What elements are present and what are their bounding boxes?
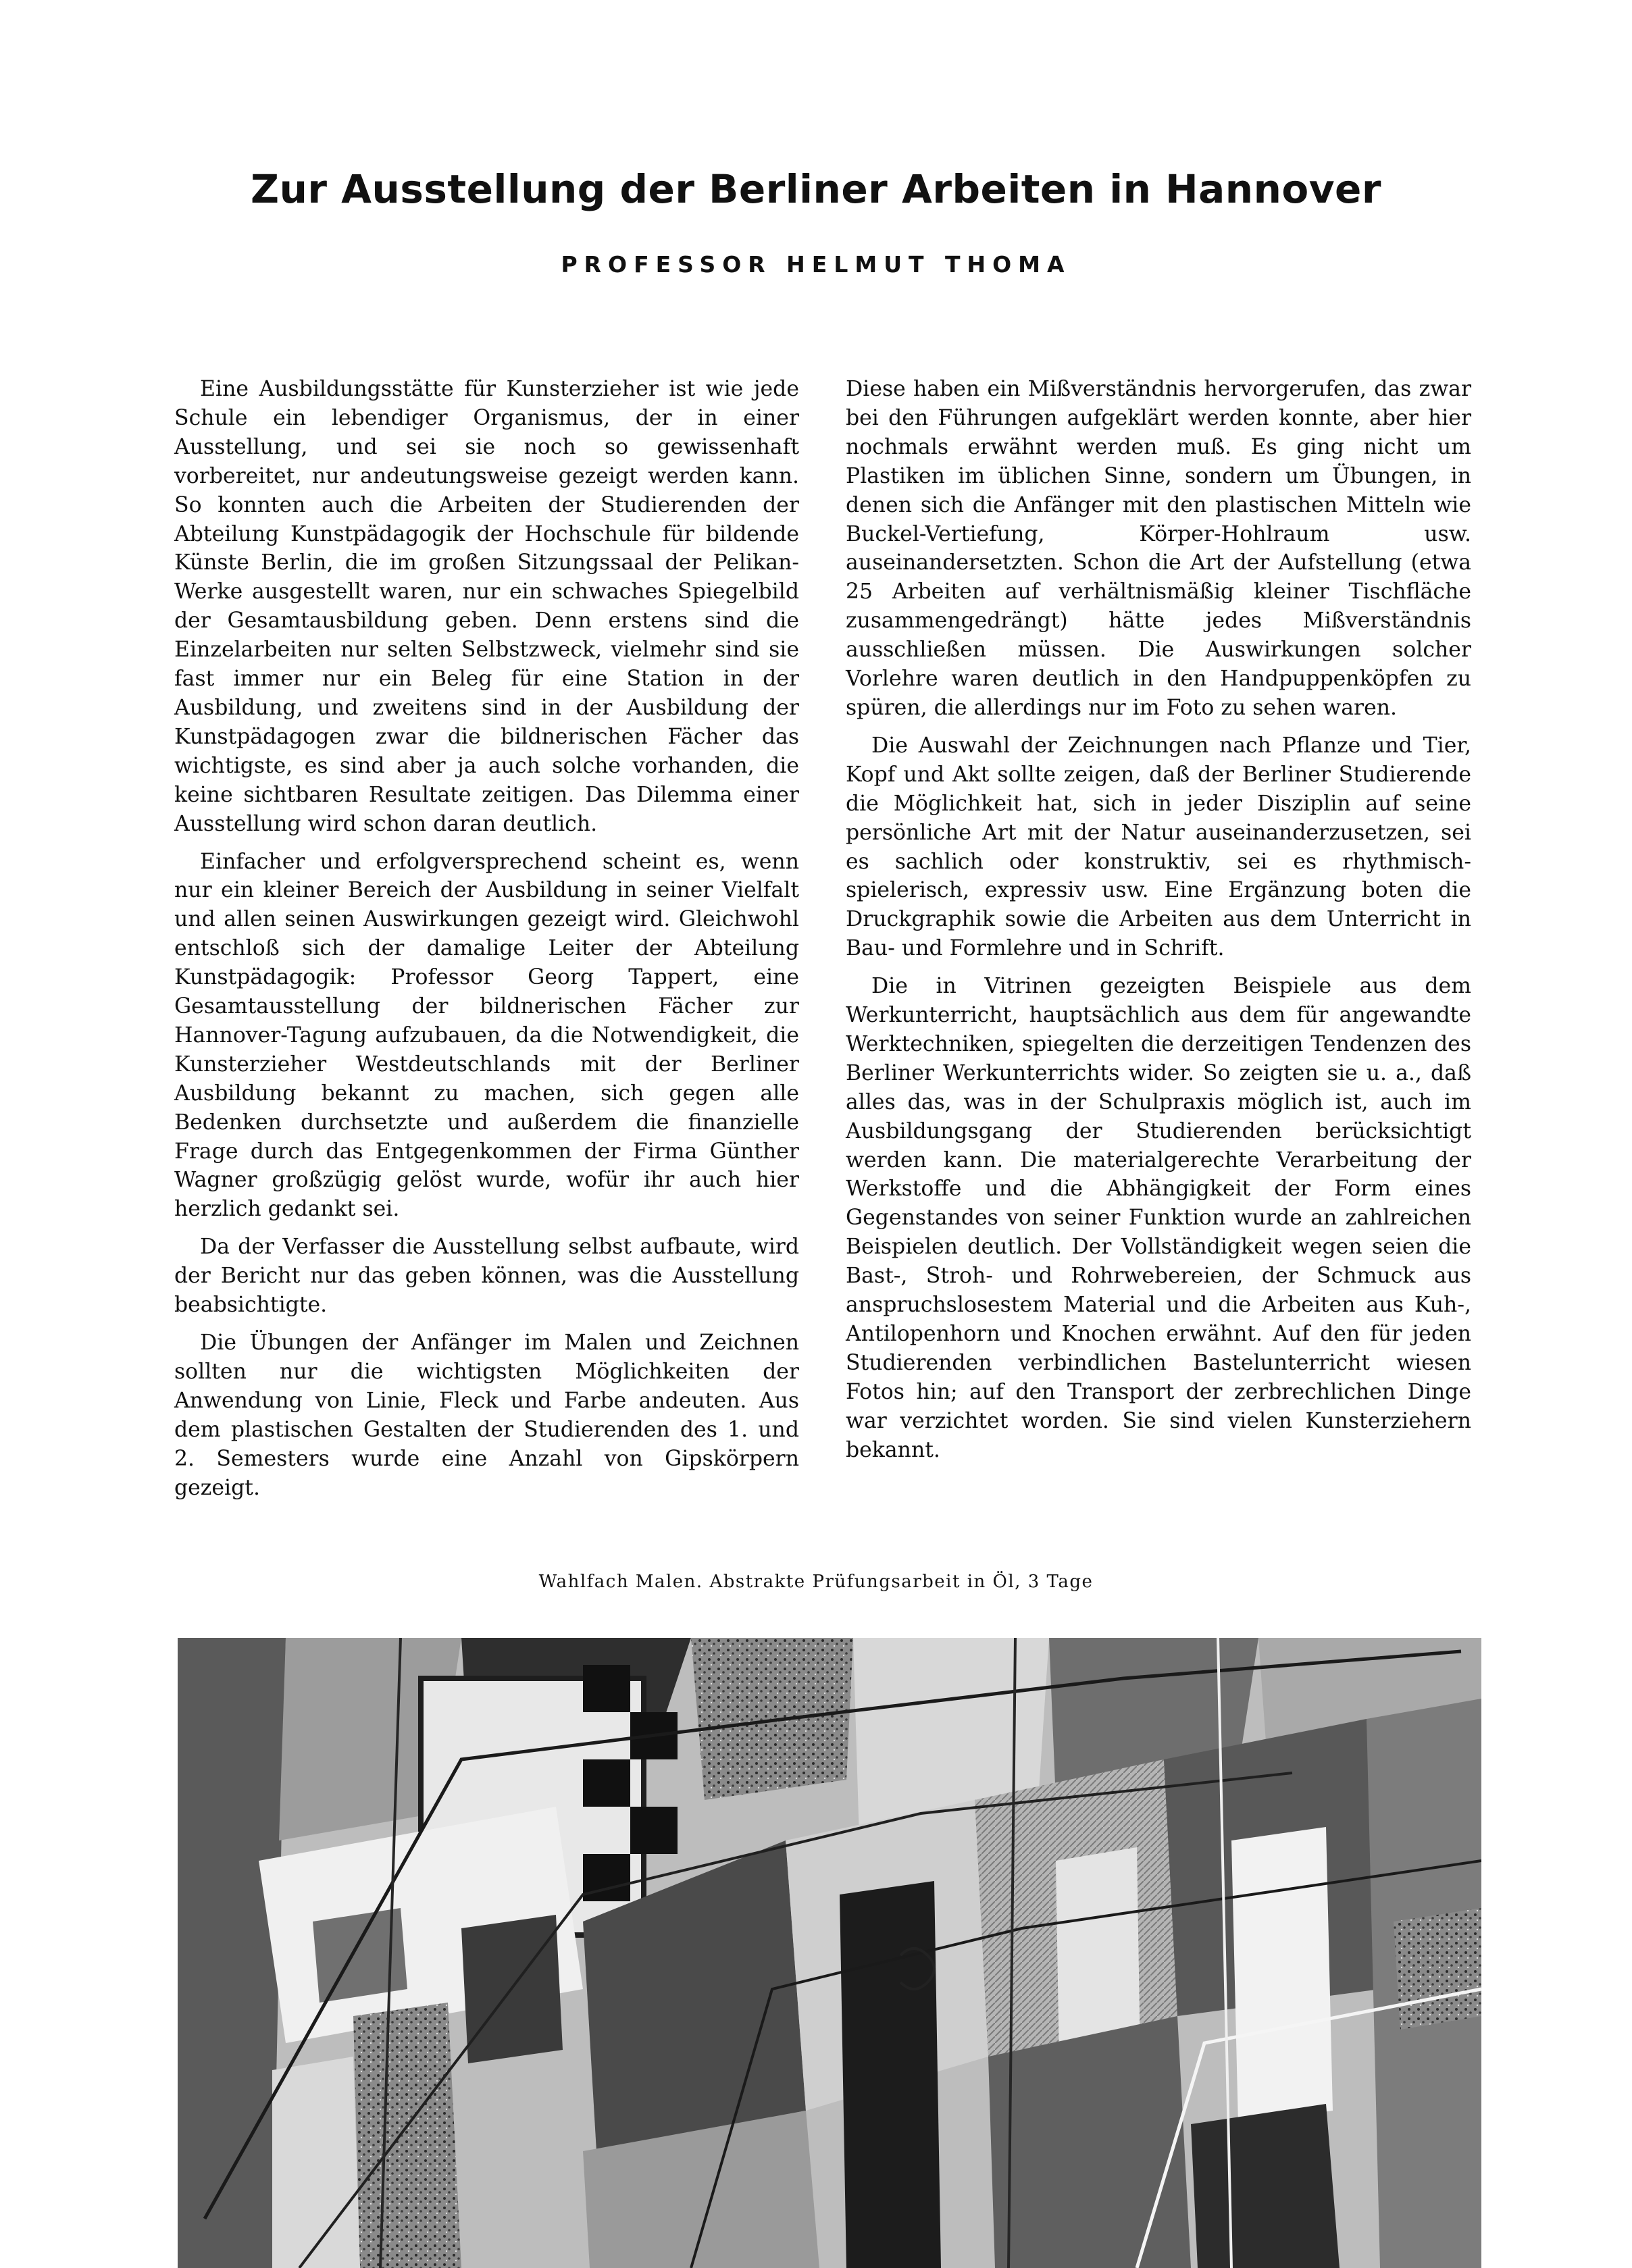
paragraph: Eine Ausbildungsstätte für Kunsterzieher ist wie jede Schule ein lebendiger Organismus, der in einer Ausstellung, und sei sie noch so gewissenhaft vorbereitet, nur andeutungsweise gezeigt werden kann. So konnten auch die Arbeiten der Studierenden der Abteilung Kunstpädagogik der Hochschule für bildende Künste Berlin, die im großen Sitzungssaal der Pelikan-Werke ausgestellt waren, nur ein schwaches Spiegelbild der Gesamtausbildung geben. Denn erstens sind die Einzelarbeiten nur selten Selbstzweck, vielmehr sind sie fast immer nur ein Beleg für eine Station in der Ausbildung, und zweitens sind in der Ausbildung der Kunstpädagogen zwar die bildnerischen Fächer das wichtigste, es sind aber ja auch solche vorhanden, die keine sichtbaren Resultate zeitigen. Das Dilemma einer Ausstellung wird schon daran deutlich. bbox=[174, 377, 799, 836]
paragraph: Die in Vitrinen gezeigten Beispiele aus dem Werkunterricht, hauptsächlich aus dem für angewandte Werktechniken, spiegelten die derzeitigen Tendenzen des Berliner Werkunterrichts wider. So zeigten sie u. a., daß alles das, was in der Schulpraxis möglich ist, auch im Ausbildungsgang der Studierenden berücksichtigt werden kann. Die materialgerechte Verarbeitung der Werkstoffe und die Abhängigkeit der Form eines Gegenstandes von seiner Funktion wurde an zahlreichen Beispielen deutlich. Der Vollständigkeit wegen seien die Bast-, Stroh- und Rohrwebereien, der Schmuck aus anspruchslosestem Material und die Arbeiten aus Kuh-, Antilopenhorn und Knochen erwähnt. Auf den für jeden Studierenden verbindlichen Bastelunterricht wiesen Fotos hin; auf den Transport der zerbrechlichen Dinge war verzichtet worden. Sie sind vielen Kunsterziehern bekannt. bbox=[846, 974, 1471, 1462]
right-column bbox=[846, 375, 1471, 1474]
abstract-painting-image bbox=[178, 1638, 1481, 2268]
article-title: Zur Ausstellung der Berliner Arbeiten in Hannover bbox=[251, 166, 1381, 212]
article-author: PROFESSOR HELMUT THOMA bbox=[561, 251, 1071, 278]
paragraph: Diese haben ein Mißverständnis hervorgerufen, das zwar bei den Führungen aufgeklärt werden konnte, aber hier nochmals erwähnt werden muß. Es ging nicht um Plastiken im üblichen Sinne, sondern um Übungen, in denen sich die Anfänger mit den plastischen Mitteln wie Buckel-Vertiefung, Körper-Hohlraum usw. auseinandersetzten. Schon die Art der Aufstellung (etwa 25 Arbeiten auf verhältnismäßig kleiner Tischfläche zusammengedrängt) hätte jedes Mißverständnis ausschließen müssen. Die Auswirkungen solcher Vorlehre waren deutlich in den Handpuppenköpfen zu spüren, die allerdings nur im Foto zu sehen waren. bbox=[846, 377, 1471, 720]
left-column bbox=[174, 375, 799, 1511]
paragraph: Da der Verfasser die Ausstellung selbst aufbaute, wird der Bericht nur das geben können, was die Ausstellung beabsichtigte. bbox=[174, 1235, 799, 1318]
paragraph: Die Auswahl der Zeichnungen nach Pflanze und Tier, Kopf und Akt sollte zeigen, daß der Berliner Studierende die Möglichkeit hat, sich in jeder Disziplin auf seine persönliche Art mit der Natur auseinanderzusetzen, sei es sachlich oder konstruktiv, sei es rhythmisch-spielerisch, expressiv usw. Eine Ergänzung boten die Druckgraphik sowie die Arbeiten aus dem Unterricht in Bau- und Formlehre und in Schrift. bbox=[846, 733, 1471, 961]
paragraph: Die Übungen der Anfänger im Malen und Zeichnen sollten nur die wichtigsten Möglichkeiten der Anwendung von Linie, Fleck und Farbe andeuten. Aus dem plastischen Gestalten der Studierenden des 1. und 2. Semesters wurde eine Anzahl von Gipskörpern gezeigt. bbox=[174, 1331, 799, 1500]
paragraph: Einfacher und erfolgversprechend scheint es, wenn nur ein kleiner Bereich der Ausbildung in seiner Vielfalt und allen seinen Auswirkungen gezeigt wird. Gleichwohl entschloß sich der damalige Leiter der Abteilung Kunstpädagogik: Professor Georg Tappert, eine Gesamtausstellung der bildnerischen Fächer zur Hannover-Tagung aufzubauen, da die Notwendigkeit, die Kunsterzieher Westdeutschlands mit der Berliner Ausbildung bekannt zu machen, sich gegen alle Bedenken durchsetzte und außerdem die finanzielle Frage durch das Entgegenkommen der Firma Günther Wagner großzügig gelöst wurde, wofür ihr auch hier herzlich gedankt sei. bbox=[174, 849, 799, 1222]
figure-caption: Wahlfach Malen. Abstrakte Prüfungsarbeit in Öl, 3 Tage bbox=[538, 1572, 1094, 1592]
